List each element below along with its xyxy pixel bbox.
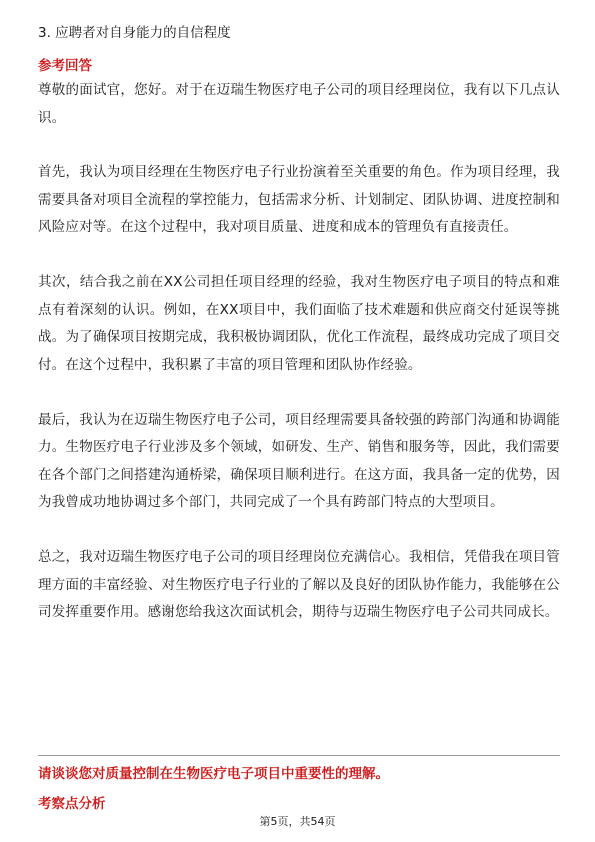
next-question-title: 请谈谈您对质量控制在生物医疗电子项目中重要性的理解。 xyxy=(38,766,389,782)
answer-paragraph-1: 首先，我认为项目经理在生物医疗电子行业扮演着至关重要的角色。作为项目经理，我需要具备对项目全流程的掌控能力，包括需求分析、计划制定、团队协调、进度控制和风险应对等。在这个过程中，我对项目质量、进度和成本的管理负有直接责任。 xyxy=(38,164,560,235)
answer-paragraph-3: 最后，我认为在迈瑞生物医疗电子公司，项目经理需要具备较强的跨部门沟通和协调能力。生物医疗电子行业涉及多个领域，如研发、生产、销售和服务等，因此，我们需要在各个部门之间搭建沟通桥梁，确保项目顺利进行。在这方面，我具备一定的优势，因为我曾成功地协调过多个部门，共同完成了一个具有跨部门特点的大型项目。 xyxy=(38,411,560,510)
answer-intro: 尊敬的面试官，您好。对于在迈瑞生物医疗电子公司的项目经理岗位，我有以下几点认识。 xyxy=(38,82,560,126)
answer-paragraph-2: 其次，结合我之前在XX公司担任项目经理的经验，我对生物医疗电子项目的特点和难点有着深刻的认识。例如，在XX项目中，我们面临了技术难题和供应商交付延误等挑战。为了确保项目按期完成，我积极协调团队，优化工作流程，最终成功完成了项目交付。在这个过程中，我积累了丰富的项目管理和团队协作经验。 xyxy=(38,274,560,373)
question-title: 3. 应聘者对自身能力的自信程度 xyxy=(38,25,231,41)
analysis-label: 考察点分析 xyxy=(38,796,106,812)
section-divider xyxy=(38,755,560,756)
page-number: 第5页，共54页 xyxy=(259,815,336,828)
answer-paragraph-4: 总之，我对迈瑞生物医疗电子公司的项目经理岗位充满信心。我相信，凭借我在项目管理方面的丰富经验、对生物医疗电子行业的了解以及良好的团队协作能力，我能够在公司发挥重要作用。感谢您给我这次面试机会，期待与迈瑞生物医疗电子公司共同成长。 xyxy=(38,549,560,620)
reference-answer-label: 参考回答 xyxy=(38,58,92,74)
answer-content xyxy=(38,22,560,627)
